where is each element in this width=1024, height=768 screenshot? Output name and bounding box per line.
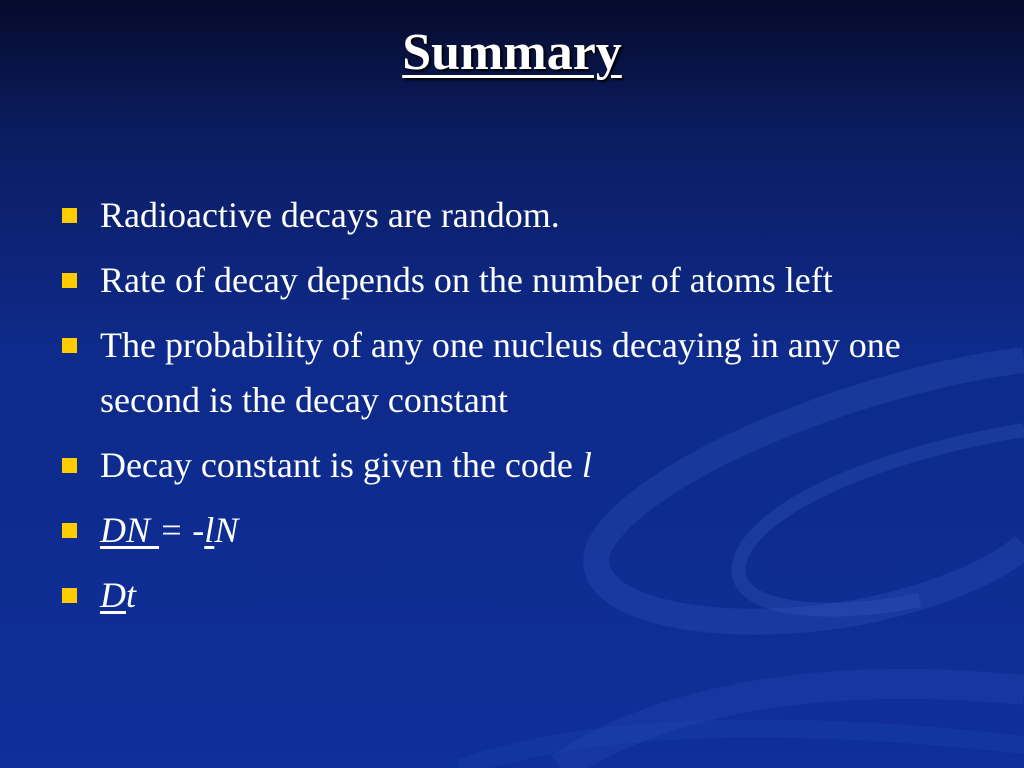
square-bullet-icon [62, 523, 77, 538]
square-bullet-icon [62, 273, 77, 288]
bullet-item [62, 188, 962, 243]
square-bullet-icon [62, 458, 77, 473]
equation-lambda: l [204, 510, 215, 550]
bullet-item [62, 253, 962, 308]
square-bullet-icon [62, 208, 77, 223]
bullet-text: The probability of any one nucleus decaying in any one second is the decay constant [100, 325, 901, 420]
bullet-item [62, 318, 962, 428]
slide-title: Summary [402, 24, 622, 81]
bullet-list [62, 188, 962, 633]
equation-d: D [100, 575, 126, 615]
bullet-text: Rate of decay depends on the number of atoms left [100, 260, 833, 300]
equation-equals: = - [159, 510, 205, 550]
equation-n: N [214, 510, 239, 550]
square-bullet-icon [62, 588, 77, 603]
square-bullet-icon [62, 338, 77, 353]
bullet-text: Radioactive decays are random. [100, 195, 560, 235]
bullet-item [62, 438, 962, 493]
decay-constant-symbol: l [581, 445, 592, 485]
bullet-text: Decay constant is given the code [100, 445, 582, 485]
equation-t: t [126, 575, 137, 615]
bullet-item [62, 568, 962, 623]
bullet-item [62, 503, 962, 558]
equation-dn: DN [100, 510, 160, 550]
